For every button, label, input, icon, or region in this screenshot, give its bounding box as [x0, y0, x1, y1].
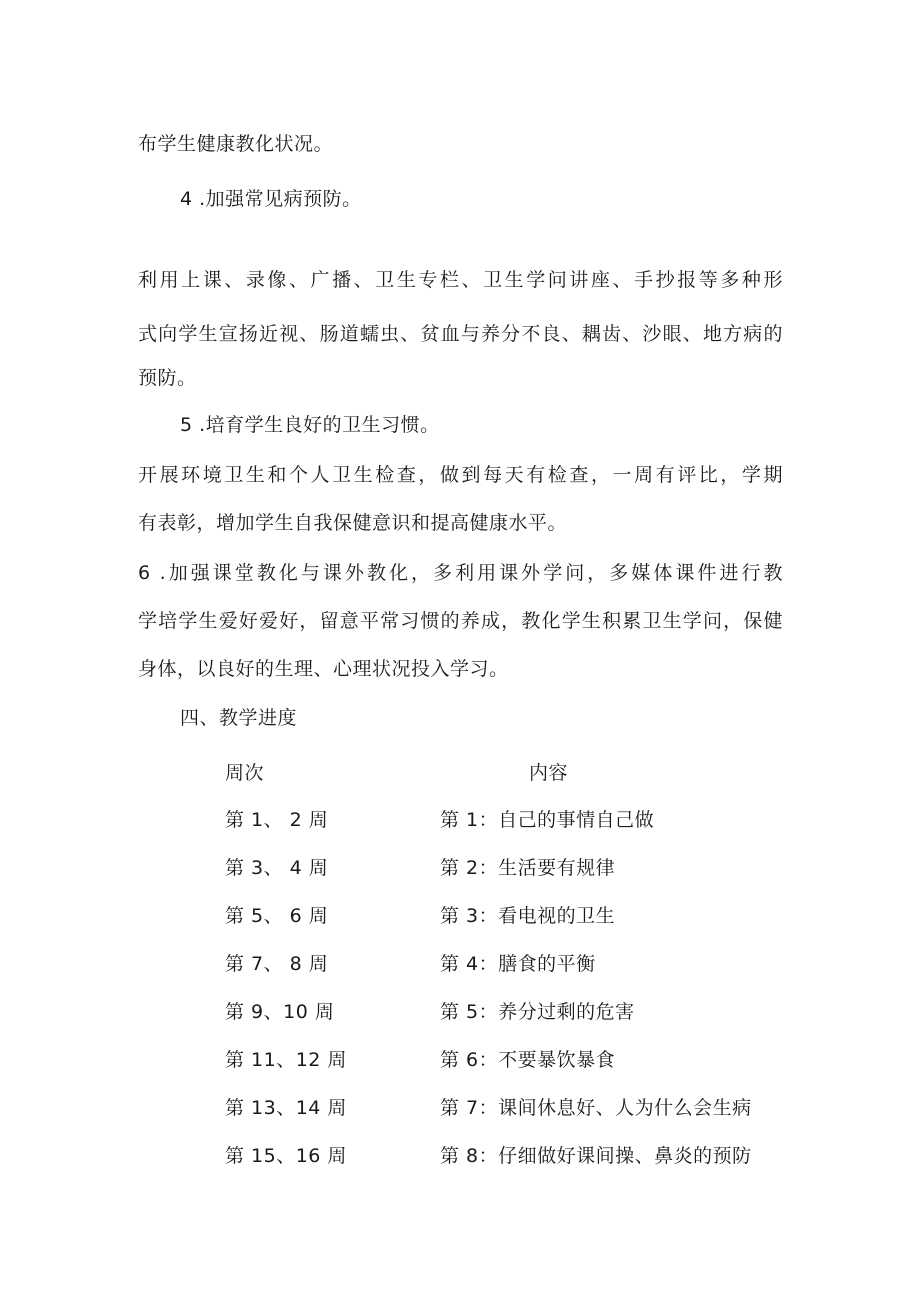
schedule-week-cell: 第 11、12 周 — [225, 1049, 347, 1071]
schedule-week-cell: 第 15、16 周 — [225, 1145, 347, 1167]
schedule-week-cell: 第 3、 4 周 — [225, 857, 329, 879]
paragraph-line: 利用上课、录像、广播、卫生专栏、卫生学问讲座、手抄报等多种形 — [138, 269, 783, 291]
item-4-heading: 4 .加强常见病预防。 — [180, 188, 362, 210]
paragraph-line: 式向学生宣扬近视、肠道蠕虫、贫血与养分不良、耦齿、沙眼、地方病的 — [138, 323, 783, 345]
schedule-topic-cell: 第 5：养分过剩的危害 — [440, 1001, 635, 1023]
schedule-week-cell: 第 9、10 周 — [225, 1001, 335, 1023]
schedule-topic-cell: 第 7：课间休息好、人为什么会生病 — [440, 1097, 752, 1119]
schedule-topic-cell: 第 1：自己的事情自己做 — [440, 809, 655, 831]
section-4-heading: 四、教学进度 — [180, 707, 298, 729]
paragraph-line: 预防。 — [138, 367, 197, 389]
paragraph-line: 有表彰，增加学生自我保健意识和提高健康水平。 — [138, 512, 568, 534]
schedule-topic-cell: 第 2：生活要有规律 — [440, 857, 616, 879]
paragraph-line: 布学生健康教化状况。 — [138, 133, 334, 155]
item-6-line: 身体，以良好的生理、心理状况投入学习。 — [138, 658, 509, 680]
schedule-topic-cell: 第 3：看电视的卫生 — [440, 905, 616, 927]
schedule-topic-cell: 第 4：膳食的平衡 — [440, 953, 596, 975]
item-6-line: 学培学生爱好爱好，留意平常习惯的养成，教化学生积累卫生学问，保健 — [138, 610, 783, 632]
schedule-week-cell: 第 5、 6 周 — [225, 905, 329, 927]
schedule-header-content: 内容 — [529, 762, 569, 784]
schedule-week-cell: 第 7、 8 周 — [225, 953, 329, 975]
schedule-header-week: 周次 — [225, 762, 265, 784]
schedule-topic-cell: 第 6：不要暴饮暴食 — [440, 1049, 616, 1071]
item-6-line: 6 .加强课堂教化与课外教化，多利用课外学问，多媒体课件进行教 — [138, 562, 783, 584]
schedule-week-cell: 第 13、14 周 — [225, 1097, 347, 1119]
item-5-heading: 5 .培育学生良好的卫生习惯。 — [180, 414, 440, 436]
schedule-topic-cell: 第 8：仔细做好课间操、鼻炎的预防 — [440, 1145, 752, 1167]
schedule-week-cell: 第 1、 2 周 — [225, 809, 329, 831]
paragraph-line: 开展环境卫生和个人卫生检查，做到每天有检查，一周有评比，学期 — [138, 464, 783, 486]
